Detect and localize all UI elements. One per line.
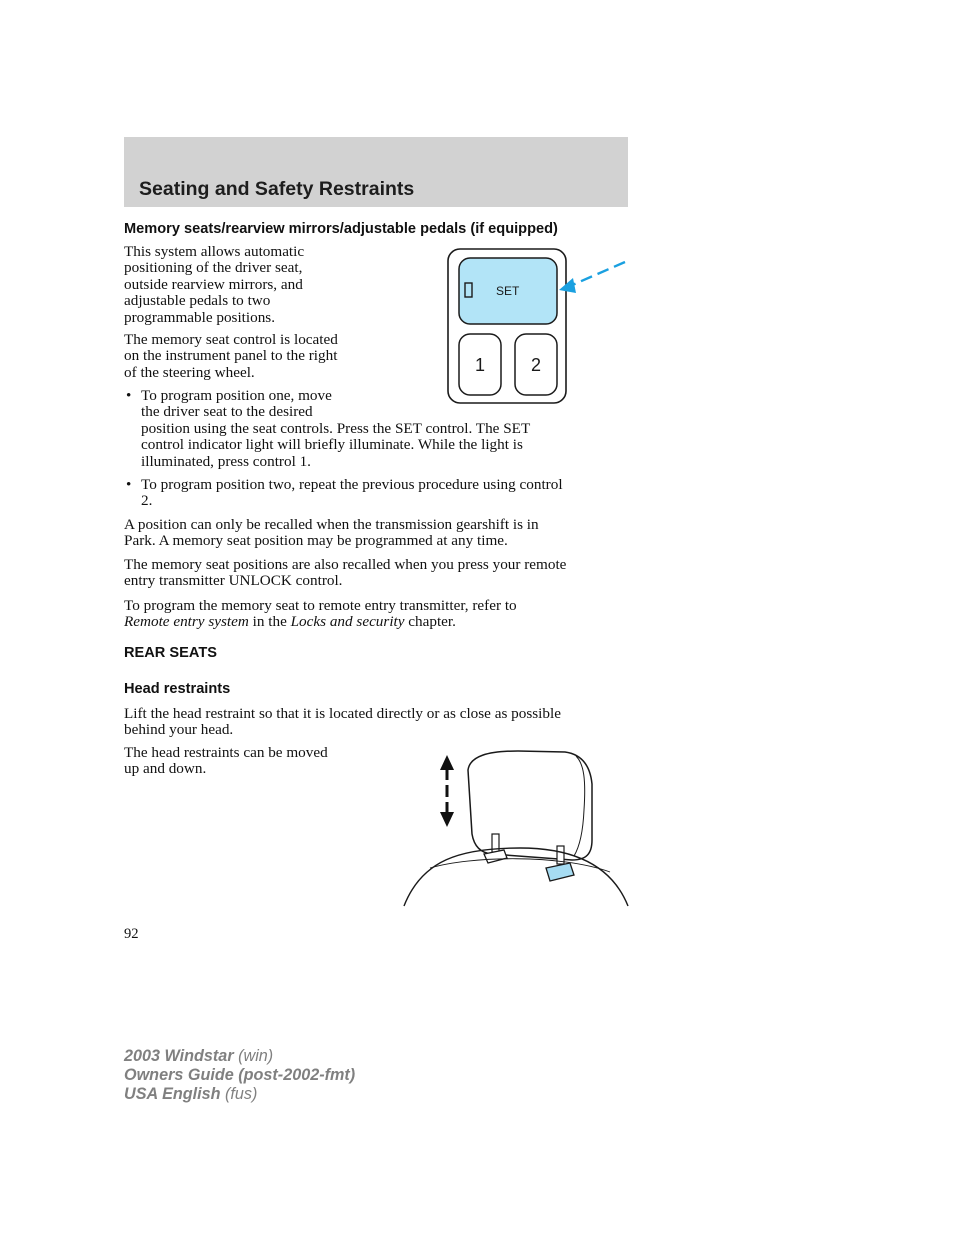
head-restraint-move-paragraph: The head restraints can be moved up and down. [124, 744, 328, 778]
remote-program-paragraph: To program the memory seat to remote entry transmitter, refer to Remote entry system in the Locks and security chapter. [124, 597, 517, 631]
set-label: SET [496, 284, 520, 298]
memory-control-illustration [440, 248, 630, 408]
seatback [404, 848, 628, 906]
recall-paragraph: A position can only be recalled when the transmission gearshift is in Park. A memory seat position may be programmed at any time. [124, 516, 539, 550]
memory-location-paragraph: The memory seat control is located on the instrument panel to the right of the steering wheel. [124, 331, 338, 381]
release-button [546, 863, 574, 881]
remote-recall-paragraph: The memory seat positions are also recalled when you press your remote entry transmitter UNLOCK control. [124, 556, 567, 590]
memory-intro-paragraph: This system allows automatic positioning of the driver seat, outside rearview mirrors, and adjustable pedals to two programmable positions. [124, 243, 305, 326]
document-footer: 2003 Windstar (win) Owners Guide (post-2002-fmt) USA English (fus) [124, 1047, 356, 1103]
rear-seats-heading: REAR SEATS [124, 645, 217, 661]
locks-security-reference: Locks and security [290, 613, 405, 631]
memory-button-1-label: 1 [474, 355, 486, 375]
head-restraint-illustration [400, 750, 630, 910]
bullet-marker: • [126, 387, 132, 404]
head-restraint-lift-paragraph: Lift the head restraint so that it is located directly or as close as possible behind your head. [124, 705, 561, 739]
bullet-program-position-one: To program position one, move the driver seat to the desired position using the seat controls. Press the SET control. The SET control indicator light will briefly illuminate. While the light is illuminated, press control 1. [141, 387, 531, 470]
remote-entry-reference: Remote entry system [124, 613, 249, 631]
bullet-marker: • [126, 476, 132, 493]
up-arrow-icon [440, 755, 454, 770]
section-header-band [124, 137, 628, 207]
memory-seats-heading: Memory seats/rearview mirrors/adjustable pedals (if equipped) [124, 221, 558, 237]
page-number: 92 [124, 926, 139, 942]
headrest-pad [468, 751, 592, 860]
bullet-program-position-two: To program position two, repeat the previous procedure using control 2. [141, 476, 563, 510]
head-restraints-subheading: Head restraints [124, 681, 231, 697]
section-title: Seating and Safety Restraints [139, 178, 415, 200]
memory-button-2-label: 2 [530, 355, 542, 375]
down-arrow-icon [440, 812, 454, 827]
pointer-arrow-line [570, 262, 625, 286]
